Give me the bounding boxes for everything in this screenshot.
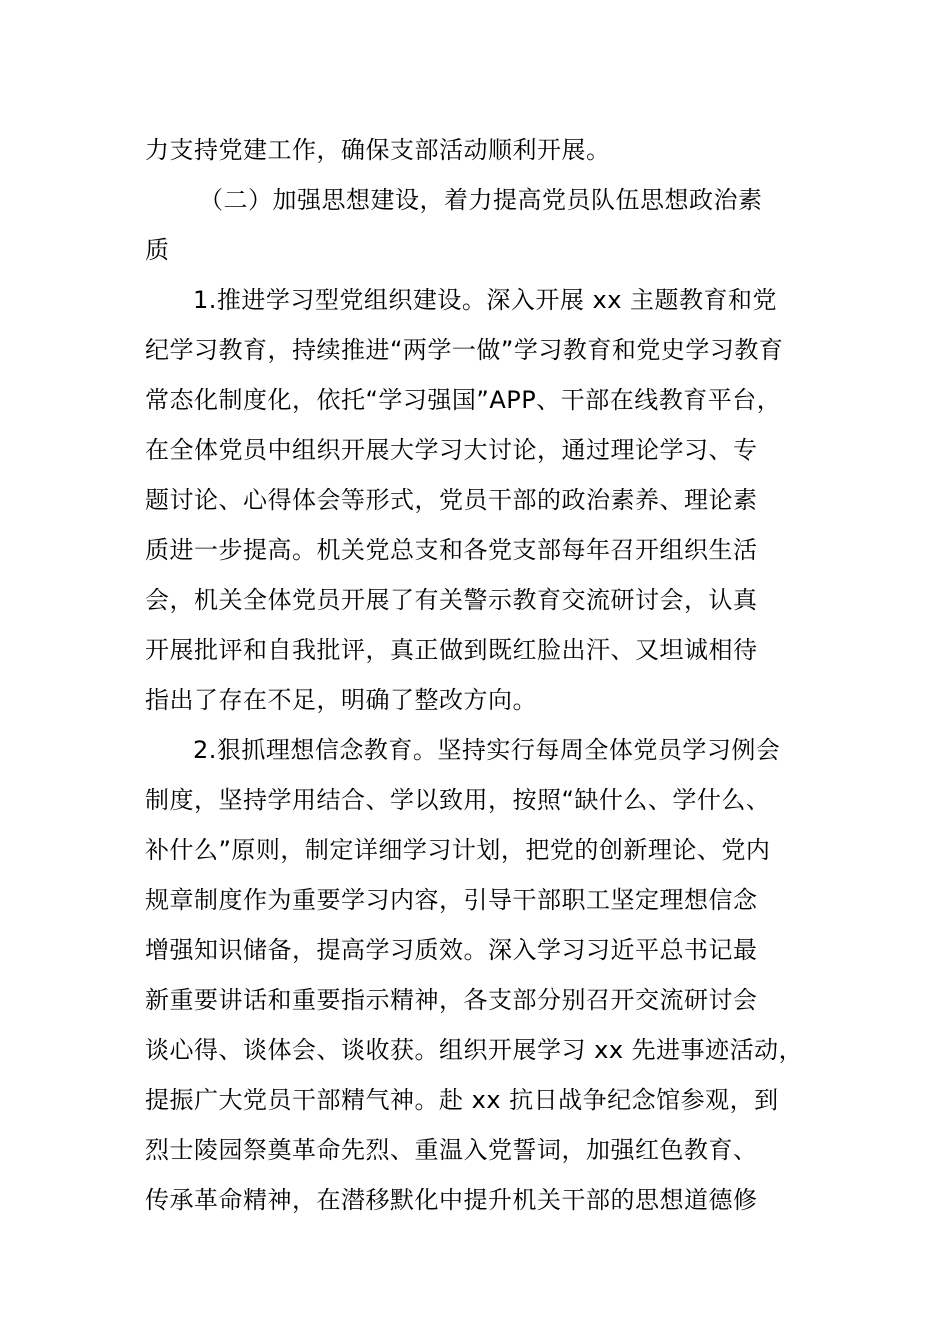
paragraph-line: 1.推进学习型党组织建设。深入开展 xx 主题教育和党: [193, 286, 778, 314]
paragraph-line: 传承革命精神，在潜移默化中提升机关干部的思想道德修: [145, 1186, 758, 1214]
paragraph-line: 常态化制度化，依托“学习强国”APP、干部在线教育平台，: [145, 386, 782, 414]
paragraph-line: 制度，坚持学用结合、学以致用，按照“缺什么、学什么、: [145, 786, 771, 814]
paragraph-line: 题讨论、心得体会等形式，党员干部的政治素养、理论素: [145, 486, 758, 514]
paragraph-line: 提振广大党员干部精气神。赴 xx 抗日战争纪念馆参观，到: [145, 1086, 779, 1114]
section-heading: （二）加强思想建设，着力提高党员队伍思想政治素: [199, 186, 763, 214]
section-heading-continuation: 质: [145, 236, 170, 264]
paragraph-line: 纪学习教育，持续推进“两学一做”学习教育和党史学习教育: [145, 336, 784, 364]
paragraph-line: 谈心得、谈体会、谈收获。组织开展学习 xx 先进事迹活动，: [145, 1036, 804, 1064]
paragraph-line: 增强知识储备，提高学习质效。深入学习习近平总书记最: [145, 936, 758, 964]
paragraph-line: 会，机关全体党员开展了有关警示教育交流研讨会，认真: [145, 586, 758, 614]
paragraph-line: 新重要讲话和重要指示精神，各支部分别召开交流研讨会: [145, 986, 758, 1014]
paragraph-line: 开展批评和自我批评，真正做到既红脸出汗、又坦诚相待: [145, 636, 758, 664]
paragraph-line: 力支持党建工作，确保支部活动顺利开展。: [145, 136, 611, 164]
paragraph-line: 烈士陵园祭奠革命先烈、重温入党誓词，加强红色教育、: [145, 1136, 758, 1164]
paragraph-line: 在全体党员中组织开展大学习大讨论，通过理论学习、专: [145, 436, 758, 464]
paragraph-line: 质进一步提高。机关党总支和各党支部每年召开组织生活: [145, 536, 758, 564]
paragraph-line: 2.狠抓理想信念教育。坚持实行每周全体党员学习例会: [193, 736, 781, 764]
paragraph-line: 补什么”原则，制定详细学习计划，把党的创新理论、党内: [145, 836, 771, 864]
paragraph-line: 规章制度作为重要学习内容，引导干部职工坚定理想信念: [145, 886, 758, 914]
paragraph-line: 指出了存在不足，明确了整改方向。: [145, 686, 537, 714]
